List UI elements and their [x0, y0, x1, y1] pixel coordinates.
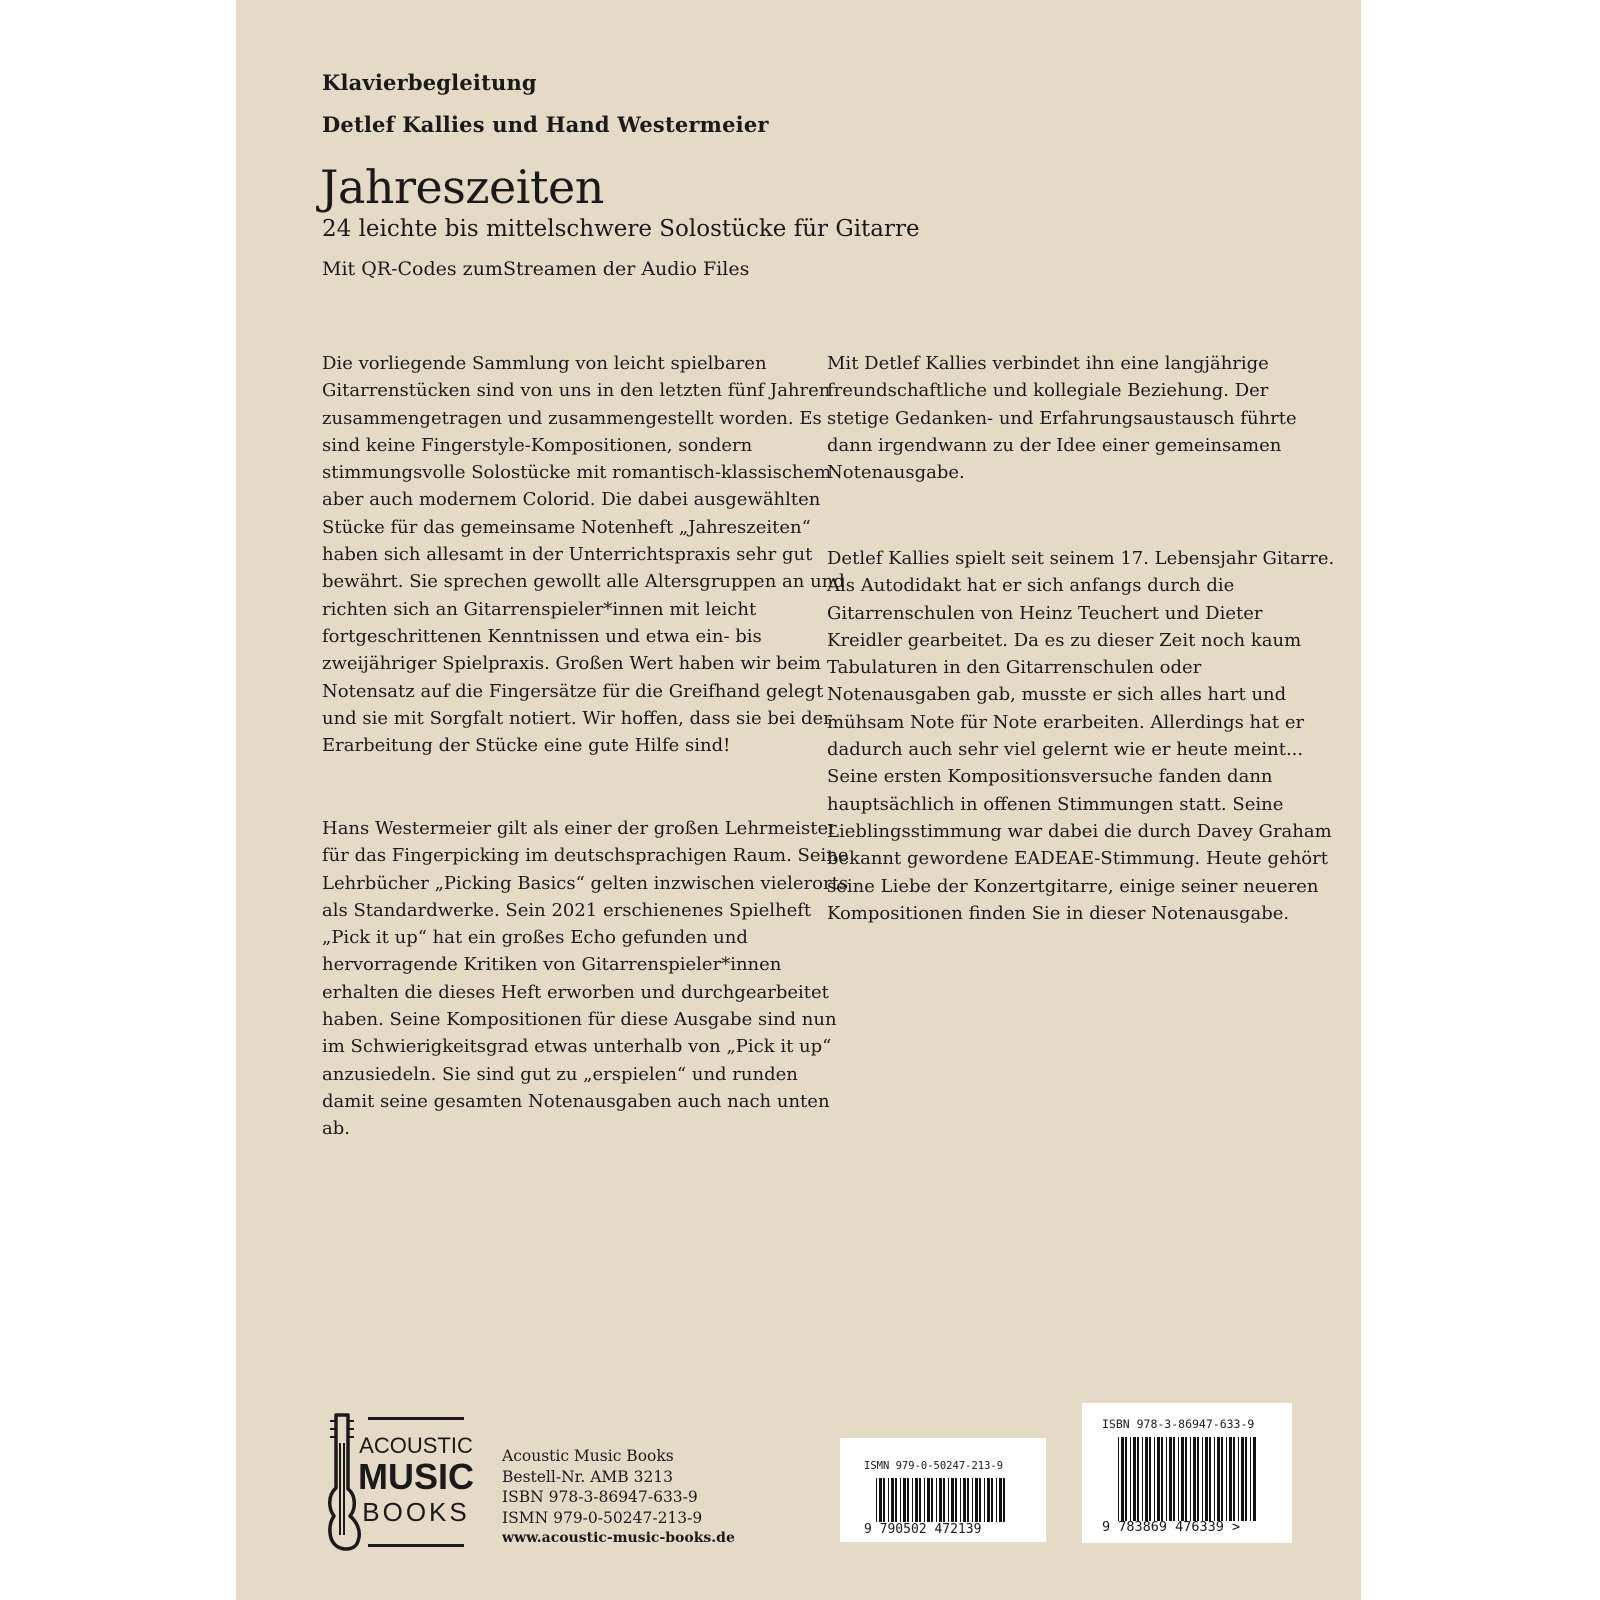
text-line: Lehrbücher „Picking Basics“ gelten inzwischen vielerorts [322, 872, 849, 894]
text-line: Kompositionen finden Sie in dieser Notenausgabe. [827, 902, 1290, 924]
barcode-bar [1133, 1437, 1136, 1521]
barcode-bar [987, 1478, 990, 1522]
barcode-bar [1245, 1437, 1247, 1521]
text-line: Detlef Kallies spielt seit seinem 17. Lebensjahr Gitarre. [827, 548, 1335, 569]
barcode-bar [1178, 1437, 1179, 1521]
barcode-bar [1125, 1437, 1127, 1521]
text-line: sind keine Fingerstyle-Kompositionen, sondern [322, 434, 753, 456]
text-line: „Pick it up“ hat ein großes Echo gefunden und [322, 927, 748, 949]
ismn-barcode-digits: 9 790502 472139 [864, 1522, 982, 1537]
barcode-bar [1238, 1437, 1239, 1521]
kallies-paragraph [827, 545, 1335, 927]
barcode-bar [963, 1478, 966, 1522]
barcode-bar [1130, 1437, 1131, 1521]
barcode-bar [1118, 1437, 1119, 1521]
barcode-bar [1241, 1437, 1244, 1521]
barcode-bar [1233, 1437, 1235, 1521]
text-line: Mit Detlef Kallies verbindet ihn eine langjährige [827, 353, 1269, 374]
guitar-icon [326, 1413, 476, 1551]
barcode-bar [975, 1478, 978, 1522]
barcode-bar [1121, 1437, 1124, 1521]
text-line: Stücke für das gemeinsame Notenheft „Jahreszeiten“ [322, 516, 811, 538]
barcode-bar [1157, 1437, 1160, 1521]
text-line: für das Fingerpicking im deutschsprachigen Raum. Seine [322, 845, 849, 867]
text-line: aber auch modernem Colorid. Die dabei ausgewählten [322, 489, 821, 511]
category-label: Klavierbegleitung [322, 70, 537, 95]
barcode-bar [1154, 1437, 1155, 1521]
text-line: Seine ersten Kompositionsversuche fanden dann [827, 766, 1273, 788]
collaboration-paragraph [827, 350, 1322, 486]
barcode-bar [1149, 1437, 1151, 1521]
barcode-bar [879, 1478, 882, 1522]
ismn-barcode [840, 1438, 1046, 1542]
barcode-bar [1145, 1437, 1148, 1521]
barcode-bar [1221, 1437, 1223, 1521]
text-line: fortgeschrittenen Kenntnissen und etwa ein- bis [322, 625, 762, 647]
isbn-barcode-bars [1118, 1437, 1258, 1521]
barcode-bar [1185, 1437, 1187, 1521]
barcode-bar [1169, 1437, 1172, 1521]
ismn-barcode-label: ISMN 979-0-50247-213-9 [864, 1460, 1004, 1472]
barcode-bar [1181, 1437, 1184, 1521]
intro-paragraph [322, 350, 845, 759]
barcode-bar [915, 1478, 918, 1522]
text-line: stetige Gedanken- und Erfahrungsaustausch führte [827, 407, 1297, 429]
text-line: stimmungsvolle Solostücke mit romantisch-klassischem [322, 462, 832, 484]
text-line: Notenausgabe. [827, 462, 965, 484]
text-line: seine Liebe der Konzertgitarre, einige seiner neueren [827, 875, 1319, 897]
text-line: bewährt. Sie sprechen gewollt alle Altersgruppen an und [322, 571, 845, 593]
barcode-bar [895, 1478, 897, 1522]
isbn-barcode-label: ISBN 978-3-86947-633-9 [1102, 1417, 1255, 1431]
barcode-bar [919, 1478, 921, 1522]
text-line: Erarbeitung der Stücke eine gute Hilfe sind! [322, 735, 731, 757]
barcode-bar [1226, 1437, 1227, 1521]
text-line: Kreidler gearbeitet. Da es zu dieser Zeit noch kaum [827, 629, 1302, 651]
ismn-barcode-bars [876, 1478, 1006, 1522]
text-line: mühsam Note für Note erarbeiten. Allerdings hat er [827, 711, 1305, 733]
barcode-bar [903, 1478, 906, 1522]
text-line: haben sich allesamt in der Unterrichtspraxis sehr gut [322, 544, 813, 566]
barcode-bar [1205, 1437, 1208, 1521]
text-line: hervorragende Kritiken von Gitarrenspieler*innen [322, 954, 782, 976]
barcode-bar [927, 1478, 930, 1522]
back-cover [236, 0, 1361, 1600]
logo-line-2: MUSIC [358, 1456, 474, 1497]
barcode-bar [1173, 1437, 1175, 1521]
text-line: Notensatz auf die Fingersätze für die Greifhand gelegt [322, 680, 824, 702]
barcode-bar [951, 1478, 954, 1522]
ismn-text: ISMN 979-0-50247-213-9 [502, 1508, 703, 1527]
barcode-bar [931, 1478, 933, 1522]
text-line: Tabulaturen in den Gitarrenschulen oder [827, 657, 1202, 679]
barcode-bar [1137, 1437, 1139, 1521]
text-line: zusammengetragen und zusammengestellt worden. Es [322, 407, 822, 429]
barcode-bar [891, 1478, 894, 1522]
barcode-bar [1197, 1437, 1199, 1521]
text-line: dann irgendwann zu der Idee einer gemeinsamen [827, 434, 1282, 456]
website-link: www.acoustic-music-books.de [502, 1530, 735, 1546]
barcode-bar [943, 1478, 945, 1522]
barcode-bar [1209, 1437, 1211, 1521]
text-line: Als Autodidakt hat er sich anfangs durch die [827, 575, 1235, 597]
barcode-bar [999, 1478, 1002, 1522]
barcode-bar [1253, 1437, 1256, 1521]
text-line: bekannt gewordene EADEAE-Stimmung. Heute gehört [827, 848, 1328, 870]
barcode-bar [1142, 1437, 1143, 1521]
barcode-bar [924, 1478, 925, 1522]
barcode-bar [1161, 1437, 1163, 1521]
isbn-text: ISBN 978-3-86947-633-9 [502, 1488, 698, 1506]
logo-line-3: BOOKS [362, 1497, 470, 1527]
barcode-bar [996, 1478, 997, 1522]
barcode-bar [888, 1478, 889, 1522]
barcode-bar [939, 1478, 942, 1522]
text-line: richten sich an Gitarrenspieler*innen mit leicht [322, 598, 757, 620]
text-line: freundschaftliche und kollegiale Beziehung. Der [827, 380, 1269, 402]
barcode-bar [960, 1478, 961, 1522]
barcode-bar [936, 1478, 937, 1522]
text-line: erhalten die dieses Heft erworben und durchgearbeitet [322, 981, 829, 1003]
barcode-bar [1166, 1437, 1167, 1521]
barcode-bar [979, 1478, 981, 1522]
book-subtitle: 24 leichte bis mittelschwere Solostücke für Gitarre [322, 216, 920, 242]
text-line: ab. [322, 1118, 350, 1140]
order-number: Bestell-Nr. AMB 3213 [502, 1467, 674, 1486]
text-line: dadurch auch sehr viel gelernt wie er heute meint... [827, 739, 1304, 761]
text-line: Gitarrenstücken sind von uns in den letzten fünf Jahren [322, 380, 831, 402]
westermeier-paragraph [322, 815, 849, 1143]
barcode-bar [948, 1478, 949, 1522]
barcode-bar [1190, 1437, 1191, 1521]
barcode-bar [1214, 1437, 1215, 1521]
barcode-bar [907, 1478, 909, 1522]
text-line: Die vorliegende Sammlung von leicht spielbaren [322, 353, 767, 374]
text-line: hauptsächlich in offenen Stimmungen statt. Seine [827, 793, 1284, 815]
text-line: Notenausgaben gab, musste er sich alles hart und [827, 684, 1287, 706]
text-line: Lieblingsstimmung war dabei die durch Davey Graham [827, 820, 1332, 842]
text-line: zweijähriger Spielpraxis. Großen Wert haben wir beim [322, 653, 821, 675]
text-line: anzusiedeln. Sie sind gut zu „erspielen“ und runden [322, 1063, 798, 1085]
barcode-bar [912, 1478, 913, 1522]
text-line: und sie mit Sorgfalt notiert. Wir hoffen, dass sie bei der [322, 707, 832, 729]
isbn-barcode [1082, 1403, 1292, 1543]
text-line: im Schwierigkeitsgrad etwas unterhalb von „Pick it up“ [322, 1036, 832, 1058]
barcode-bar [1202, 1437, 1203, 1521]
text-line: als Standardwerke. Sein 2021 erschienenes Spielheft [322, 899, 812, 921]
text-line: Hans Westermeier gilt als einer der großen Lehrmeister [322, 818, 837, 839]
barcode-bar [1217, 1437, 1220, 1521]
barcode-bar [1250, 1437, 1251, 1521]
barcode-bar [883, 1478, 885, 1522]
logo-line-1: ACOUSTIC [359, 1433, 473, 1458]
barcode-bar [967, 1478, 969, 1522]
barcode-bar [1003, 1478, 1005, 1522]
barcode-bar [972, 1478, 973, 1522]
barcode-bar [1193, 1437, 1196, 1521]
barcode-bar [1229, 1437, 1232, 1521]
book-title: Jahreszeiten [320, 160, 604, 214]
text-line: Gitarrenschulen von Heinz Teuchert und Dieter [827, 602, 1263, 624]
barcode-bar [984, 1478, 985, 1522]
isbn-barcode-digits: 9 783869 476339 > [1102, 1519, 1241, 1535]
publisher-name: Acoustic Music Books [502, 1447, 674, 1465]
acoustic-music-books-logo [326, 1413, 476, 1551]
authors-line: Detlef Kallies und Hand Westermeier [322, 112, 769, 137]
text-line: damit seine gesamten Notenausgaben auch nach unten [322, 1090, 830, 1112]
text-line: haben. Seine Kompositionen für diese Ausgabe sind nun [322, 1009, 837, 1031]
qr-code-note: Mit QR-Codes zumStreamen der Audio Files [322, 258, 750, 280]
barcode-bar [900, 1478, 901, 1522]
barcode-bar [991, 1478, 993, 1522]
barcode-bar [955, 1478, 957, 1522]
publisher-info [502, 1446, 735, 1549]
barcode-bar [876, 1478, 877, 1522]
